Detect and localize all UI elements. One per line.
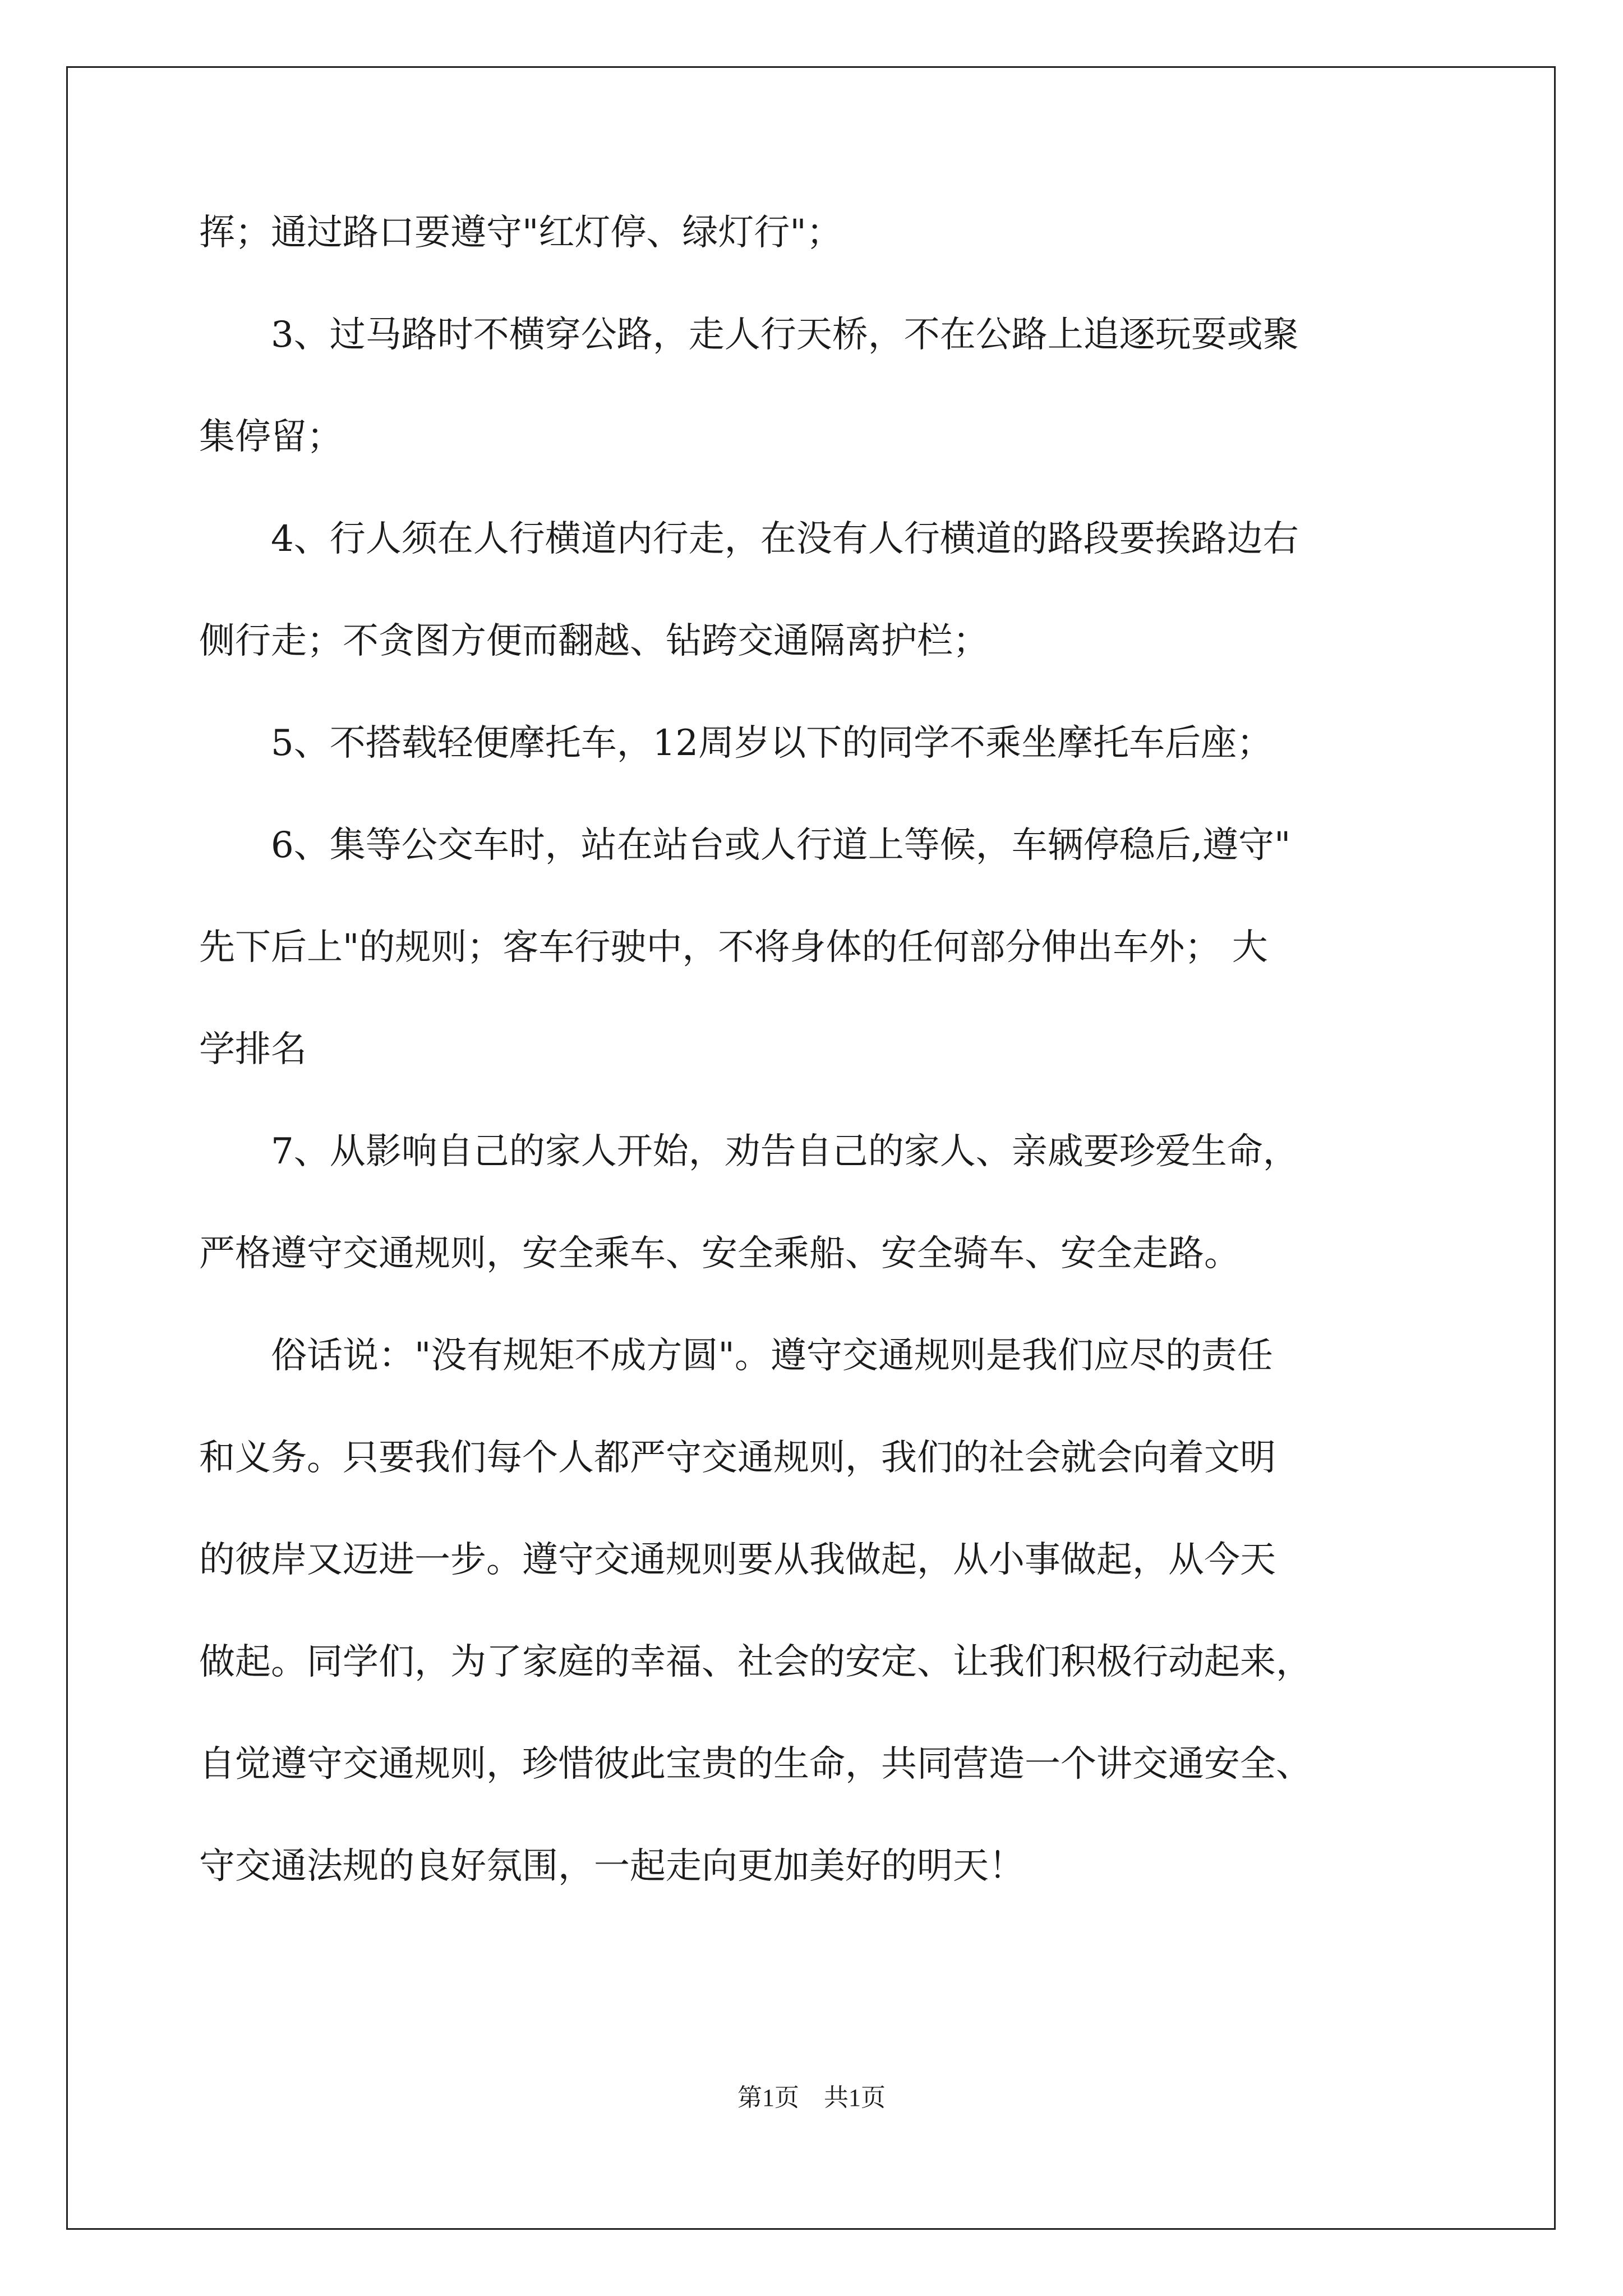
text-line: 的彼岸又迈进一步。遵守交通规则要从我做起，从小事做起，从今天 (199, 1539, 1276, 1581)
text-line: 严格遵守交通规则，安全乘车、安全乘船、安全骑车、安全走路。 (199, 1233, 1240, 1274)
text-line: 7、从影响自己的家人开始，劝告自己的家人、亲戚要珍爱生命， (271, 1131, 1299, 1172)
text-line: 4、行人须在人行横道内行走，在没有人行横道的路段要挨路边右 (271, 518, 1299, 560)
text-line: 6、集等公交车时，站在站台或人行道上等候，车辆停稳后,遵守" (271, 825, 1291, 866)
text-line: 守交通法规的良好氛围，一起走向更加美好的明天！ (199, 1846, 1025, 1887)
text-line: 和义务。只要我们每个人都严守交通规则，我们的社会就会向着文明 (199, 1437, 1276, 1479)
page-footer: 第1页 共1页 (737, 2084, 886, 2111)
text-line: 3、过马路时不横穿公路，走人行天桥，不在公路上追逐玩耍或聚 (271, 314, 1299, 356)
text-line: 俗话说："没有规矩不成方圆"。遵守交通规则是我们应尽的责任 (271, 1335, 1273, 1377)
text-line: 5、不搭载轻便摩托车，12周岁以下的同学不乘坐摩托车后座； (271, 723, 1273, 764)
text-line: 先下后上"的规则；客车行驶中，不将身体的任何部分伸出车外； 大 (199, 927, 1268, 968)
text-line: 挥；通过路口要遵守"红灯停、绿灯行"； (199, 212, 842, 254)
text-line: 自觉遵守交通规则，珍惜彼此宝贵的生命，共同营造一个讲交通安全、 (199, 1743, 1312, 1785)
text-line: 集停留； (199, 416, 343, 458)
text-line: 侧行走；不贪图方便而翻越、钻跨交通隔离护栏； (199, 620, 989, 662)
text-line: 学排名 (199, 1029, 307, 1070)
text-line: 做起。同学们，为了家庭的幸福、社会的安定、让我们积极行动起来， (199, 1641, 1312, 1683)
